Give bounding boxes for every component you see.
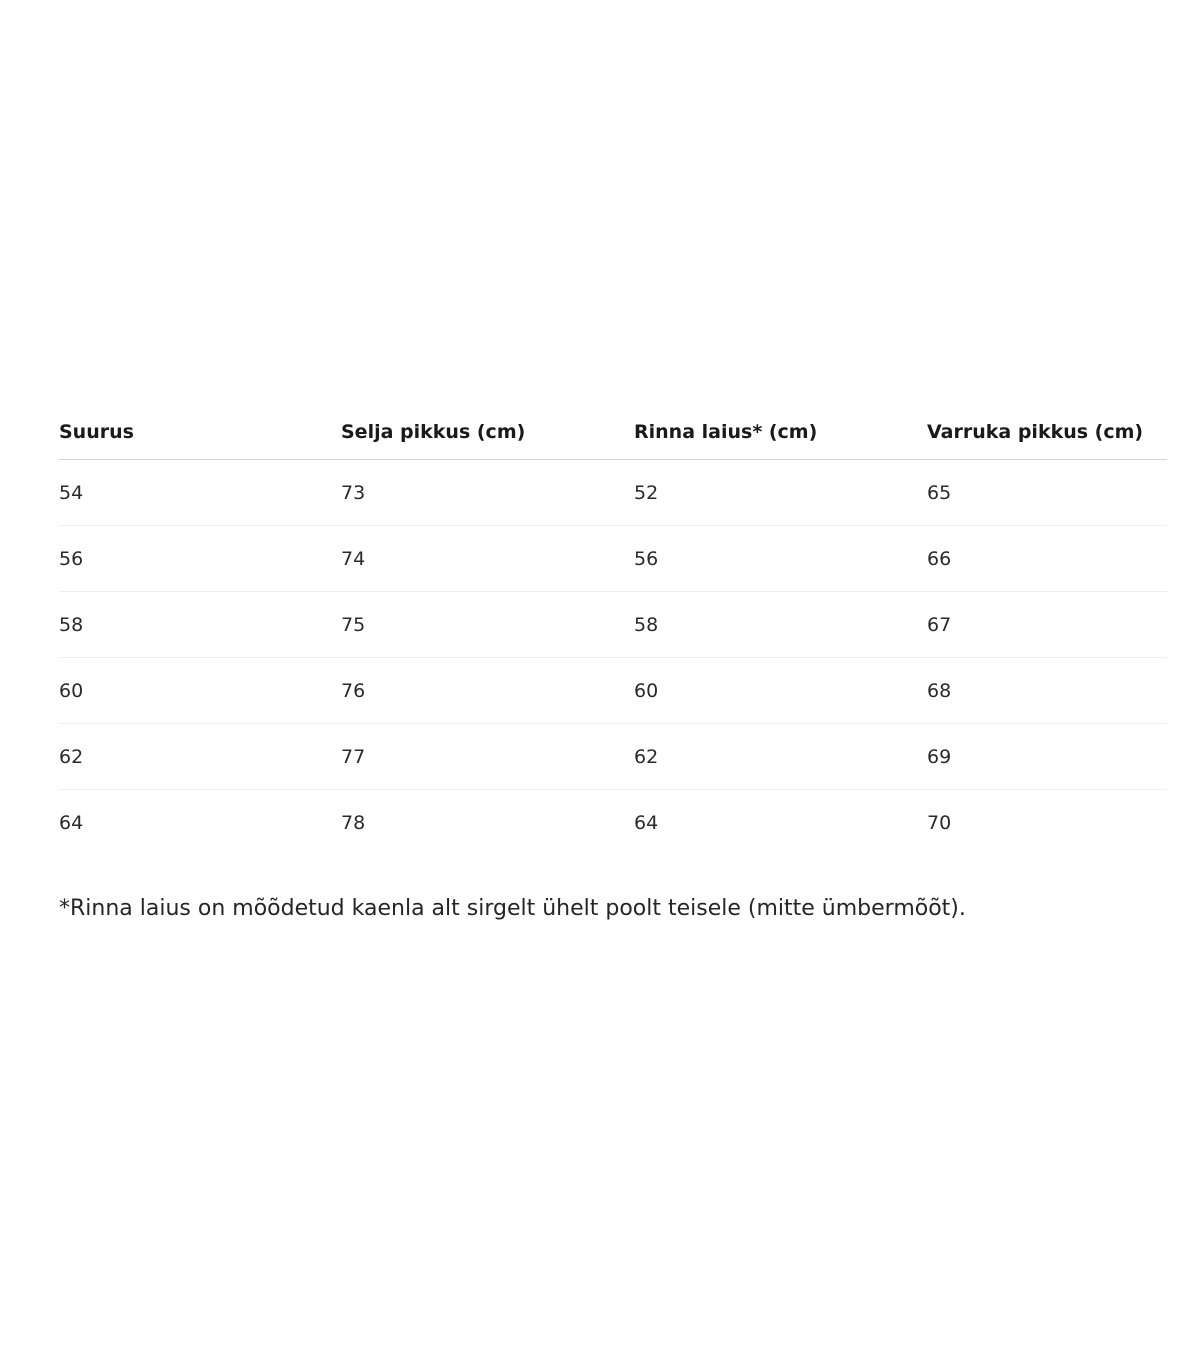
cell-size: 64 bbox=[59, 811, 84, 834]
cell-size: 56 bbox=[59, 526, 341, 592]
cell-chest-width: 56 bbox=[634, 526, 927, 592]
cell-sleeve-length: 65 bbox=[927, 460, 1167, 526]
cell-chest-width: 52 bbox=[634, 460, 927, 526]
table-row bbox=[59, 724, 1167, 790]
cell-size: 54 bbox=[59, 460, 341, 526]
table-row bbox=[59, 526, 1167, 592]
cell-chest-width: 64 bbox=[634, 811, 659, 834]
chest-width-footnote: *Rinna laius on mõõdetud kaenla alt sirgelt ühelt poolt teisele (mitte ümbermõõt). bbox=[59, 896, 966, 921]
cell-back-length: 76 bbox=[341, 658, 634, 724]
cell-sleeve-length: 69 bbox=[927, 724, 1167, 790]
cell-back-length: 74 bbox=[341, 526, 634, 592]
cell-chest-width: 60 bbox=[634, 658, 927, 724]
cell-chest-width: 58 bbox=[634, 592, 927, 658]
table-row bbox=[59, 790, 1167, 856]
header-sleeve-length: Varruka pikkus (cm) bbox=[927, 405, 1167, 460]
header-chest-width: Rinna laius* (cm) bbox=[634, 405, 927, 460]
cell-back-length: 78 bbox=[341, 811, 366, 834]
table-header-row bbox=[59, 405, 1167, 460]
cell-size: 60 bbox=[59, 658, 341, 724]
table-row bbox=[59, 592, 1167, 658]
cell-chest-width: 62 bbox=[634, 724, 927, 790]
cell-sleeve-length: 70 bbox=[927, 811, 952, 834]
cell-back-length: 73 bbox=[341, 460, 634, 526]
cell-size: 62 bbox=[59, 724, 341, 790]
table-row bbox=[59, 658, 1167, 724]
cell-sleeve-length: 68 bbox=[927, 658, 1167, 724]
cell-sleeve-length: 67 bbox=[927, 592, 1167, 658]
table-row bbox=[59, 460, 1167, 526]
size-table bbox=[59, 405, 1167, 855]
cell-back-length: 77 bbox=[341, 724, 634, 790]
cell-size: 58 bbox=[59, 592, 341, 658]
header-size: Suurus bbox=[59, 405, 341, 460]
cell-back-length: 75 bbox=[341, 592, 634, 658]
header-back-length: Selja pikkus (cm) bbox=[341, 405, 634, 460]
cell-sleeve-length: 66 bbox=[927, 526, 1167, 592]
